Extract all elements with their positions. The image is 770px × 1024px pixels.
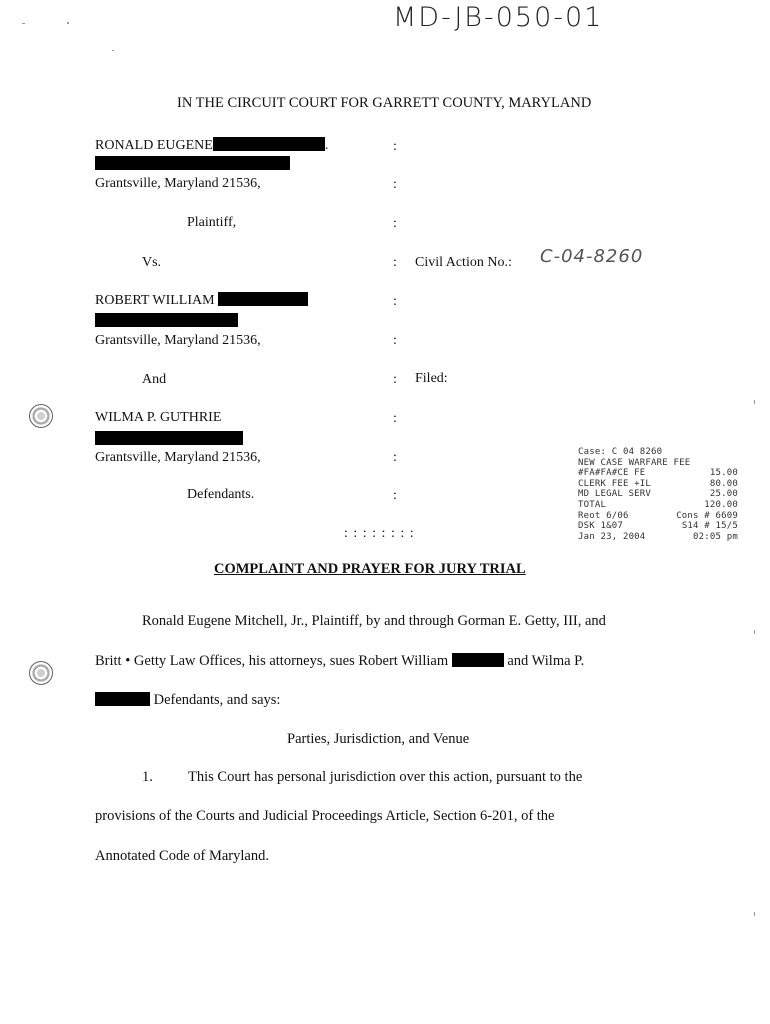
item-number: 1.	[142, 769, 153, 785]
scan-mark	[754, 630, 755, 634]
stamp-row: Reot 6/06 Cons # 6609	[578, 510, 738, 521]
section-heading: Parties, Jurisdiction, and Venue	[287, 731, 470, 747]
scan-mark	[22, 23, 25, 24]
stamp-row: #FA#FA#CE FE 15.00	[578, 468, 738, 479]
redaction-bar	[213, 137, 325, 151]
caption-colon: :	[393, 294, 397, 309]
redaction-bar	[95, 692, 150, 706]
redaction-bar	[95, 156, 290, 170]
caption-colon: :	[393, 216, 397, 231]
plaintiff-role: Plaintiff,	[187, 215, 237, 230]
plaintiff-name	[95, 137, 328, 154]
caption-colon: :	[393, 139, 397, 154]
body-line: Annotated Code of Maryland.	[95, 848, 269, 864]
versus-label: Vs.	[142, 255, 162, 270]
redaction-bar	[95, 313, 238, 327]
filed-label: Filed:	[415, 371, 448, 386]
redaction-bar	[95, 431, 243, 445]
scan-mark	[112, 50, 114, 51]
stamp-row: NEW CASE WARFARE FEE	[578, 457, 691, 468]
scan-mark	[754, 912, 755, 916]
defendant2-name: WILMA P. GUTHRIE	[95, 410, 222, 425]
defendants-role: Defendants.	[187, 487, 255, 502]
civil-action-label: Civil Action No.:	[415, 255, 512, 270]
binder-seal-icon	[29, 404, 53, 428]
redaction-bar	[218, 292, 308, 306]
defendant2-address: Grantsville, Maryland 21536,	[95, 450, 261, 465]
and-label: And	[142, 372, 167, 387]
body-line: Ronald Eugene Mitchell, Jr., Plaintiff, by and through Gorman E. Getty, III, and	[142, 613, 606, 629]
stamp-row: MD LEGAL SERV 25.00	[578, 489, 738, 500]
defendant1-name-text: ROBERT WILLIAM	[95, 293, 215, 308]
stamp-row: TOTAL 120.00	[578, 499, 738, 510]
defendant1-address: Grantsville, Maryland 21536,	[95, 333, 261, 348]
plaintiff-address: Grantsville, Maryland 21536,	[95, 176, 261, 191]
caption-colon: :	[393, 411, 397, 426]
caption-colon: :	[393, 488, 397, 503]
clerk-receipt-stamp	[578, 447, 738, 542]
court-heading: IN THE CIRCUIT COURT FOR GARRETT COUNTY, MARYLAND	[177, 95, 592, 111]
civil-action-number: C-04-8260	[540, 246, 644, 267]
body-line	[95, 653, 584, 670]
document-title: COMPLAINT AND PRAYER FOR JURY TRIAL	[214, 561, 526, 577]
caption-colon: :	[393, 177, 397, 192]
caption-colon: :	[393, 372, 397, 387]
body-line: This Court has personal jurisdiction over this action, pursuant to the	[188, 769, 583, 785]
body-text-span: and Wilma P.	[507, 653, 585, 669]
stamp-row: Case: C 04 8260	[578, 447, 663, 457]
caption-colon: :	[393, 255, 397, 270]
body-text-span: Defendants, and says:	[153, 692, 281, 708]
plaintiff-name-text: RONALD EUGENE	[95, 138, 213, 153]
body-line	[95, 692, 280, 709]
stamp-row: Jan 23, 2004 02:05 pm	[578, 531, 738, 542]
body-line: provisions of the Courts and Judicial Proceedings Article, Section 6-201, of the	[95, 808, 555, 824]
scan-mark	[67, 22, 69, 24]
redaction-bar	[452, 653, 504, 667]
defendant1-name	[95, 292, 308, 309]
caption-colon: :	[393, 333, 397, 348]
body-text-span: Britt • Getty Law Offices, his attorneys, sues Robert William	[95, 653, 449, 669]
plaintiff-name-suffix: .	[324, 138, 329, 153]
caption-colon: :	[393, 450, 397, 465]
binder-seal-icon	[29, 661, 53, 685]
stamp-row: DSK 1&07 S14 # 15/5	[578, 521, 738, 532]
stamp-row: CLERK FEE +IL 80.00	[578, 478, 738, 489]
caption-separator: : : : : : : : :	[344, 526, 415, 541]
document-number: MD-JB-050-01	[393, 2, 604, 33]
scan-mark	[754, 400, 755, 404]
